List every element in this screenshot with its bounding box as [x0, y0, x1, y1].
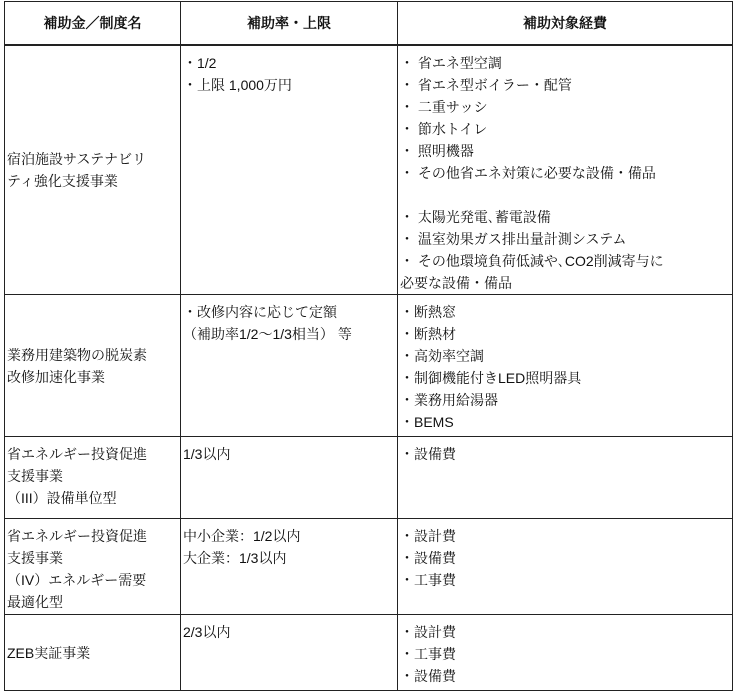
- text-line: （IV）エネルギー需要: [7, 572, 147, 588]
- text-line: ティ強化支援事業: [7, 173, 118, 189]
- table-row: [5, 295, 733, 437]
- text-line: 業務用建築物の脱炭素: [7, 346, 147, 363]
- text-line: 省エネルギー投資促進: [7, 446, 147, 462]
- text-line: 2/3以内: [183, 624, 231, 640]
- text-line: ・ 節水トイレ: [400, 121, 488, 137]
- text-line: ・設備費: [400, 550, 456, 566]
- header-costs: 補助対象経費: [398, 2, 733, 46]
- text-line: ・高効率空調: [400, 348, 484, 364]
- header-rate: 補助率・上限: [181, 2, 398, 46]
- text-line: 改修加速化事業: [7, 368, 105, 385]
- text-line: ・ 照明機器: [400, 143, 474, 159]
- text-line: 中小企業：1/2以内: [183, 528, 301, 544]
- program-costs: [398, 437, 733, 519]
- text-line: [400, 184, 730, 206]
- text-line: ・設備費: [400, 446, 456, 462]
- text-line: ・ 省エネ型空調: [400, 55, 502, 71]
- text-line: ・ その他環境負荷低減や､CO2削減寄与に: [400, 253, 664, 269]
- text-line: 1/3以内: [183, 446, 231, 462]
- text-line: 省エネルギー投資促進: [7, 528, 147, 544]
- text-line: 大企業：1/3以内: [183, 550, 287, 566]
- text-line: ・改修内容に応じて定額: [183, 304, 337, 320]
- text-line: ・工事費: [400, 572, 456, 588]
- text-line: ・設計費: [400, 624, 456, 640]
- program-rate: [181, 295, 398, 437]
- text-line: ・設備費: [400, 668, 456, 684]
- program-name: [5, 615, 181, 691]
- text-line: 支援事業: [7, 550, 63, 566]
- text-line: ・上限 1,000万円: [183, 77, 292, 93]
- text-line: （補助率1/2～1/3相当） 等: [183, 326, 352, 342]
- text-line: ・断熱窓: [400, 304, 456, 320]
- header-name: 補助金／制度名: [5, 2, 181, 46]
- program-rate: [181, 45, 398, 295]
- text-line: ・BEMS: [400, 414, 454, 430]
- program-name: [5, 295, 181, 437]
- text-line: 必要な設備・備品: [400, 275, 512, 291]
- program-rate: [181, 615, 398, 691]
- subsidy-table: [4, 1, 733, 691]
- text-line: 宿泊施設サステナビリ: [7, 151, 147, 167]
- table-row: [5, 437, 733, 519]
- program-costs: [398, 615, 733, 691]
- program-costs: [398, 45, 733, 295]
- table-row: [5, 45, 733, 295]
- text-line: 最適化型: [7, 594, 63, 610]
- program-name: [5, 437, 181, 519]
- text-line: ・業務用給湯器: [400, 392, 498, 408]
- text-line: ・ 温室効果ガス排出量計測システム: [400, 231, 627, 247]
- text-line: ・ 二重サッシ: [400, 99, 488, 115]
- text-line: ZEB実証事業: [7, 644, 91, 661]
- text-line: （III）設備単位型: [7, 490, 117, 506]
- table-row: [5, 519, 733, 615]
- program-name: [5, 45, 181, 295]
- text-line: ・制御機能付きLED照明器具: [400, 370, 582, 386]
- text-line: 支援事業: [7, 468, 63, 484]
- text-line: ・ その他省エネ対策に必要な設備・備品: [400, 165, 656, 181]
- text-line: ・工事費: [400, 646, 456, 662]
- program-name: [5, 519, 181, 615]
- program-costs: [398, 519, 733, 615]
- text-line: ・ 太陽光発電､蓄電設備: [400, 209, 551, 225]
- program-costs: [398, 295, 733, 437]
- program-rate: [181, 437, 398, 519]
- text-line: ・設計費: [400, 528, 456, 544]
- header-row: [5, 2, 733, 46]
- text-line: ・1/2: [183, 55, 217, 71]
- text-line: ・ 省エネ型ボイラー・配管: [400, 77, 572, 93]
- text-line: ・断熱材: [400, 326, 456, 342]
- program-rate: [181, 519, 398, 615]
- table-row: [5, 615, 733, 691]
